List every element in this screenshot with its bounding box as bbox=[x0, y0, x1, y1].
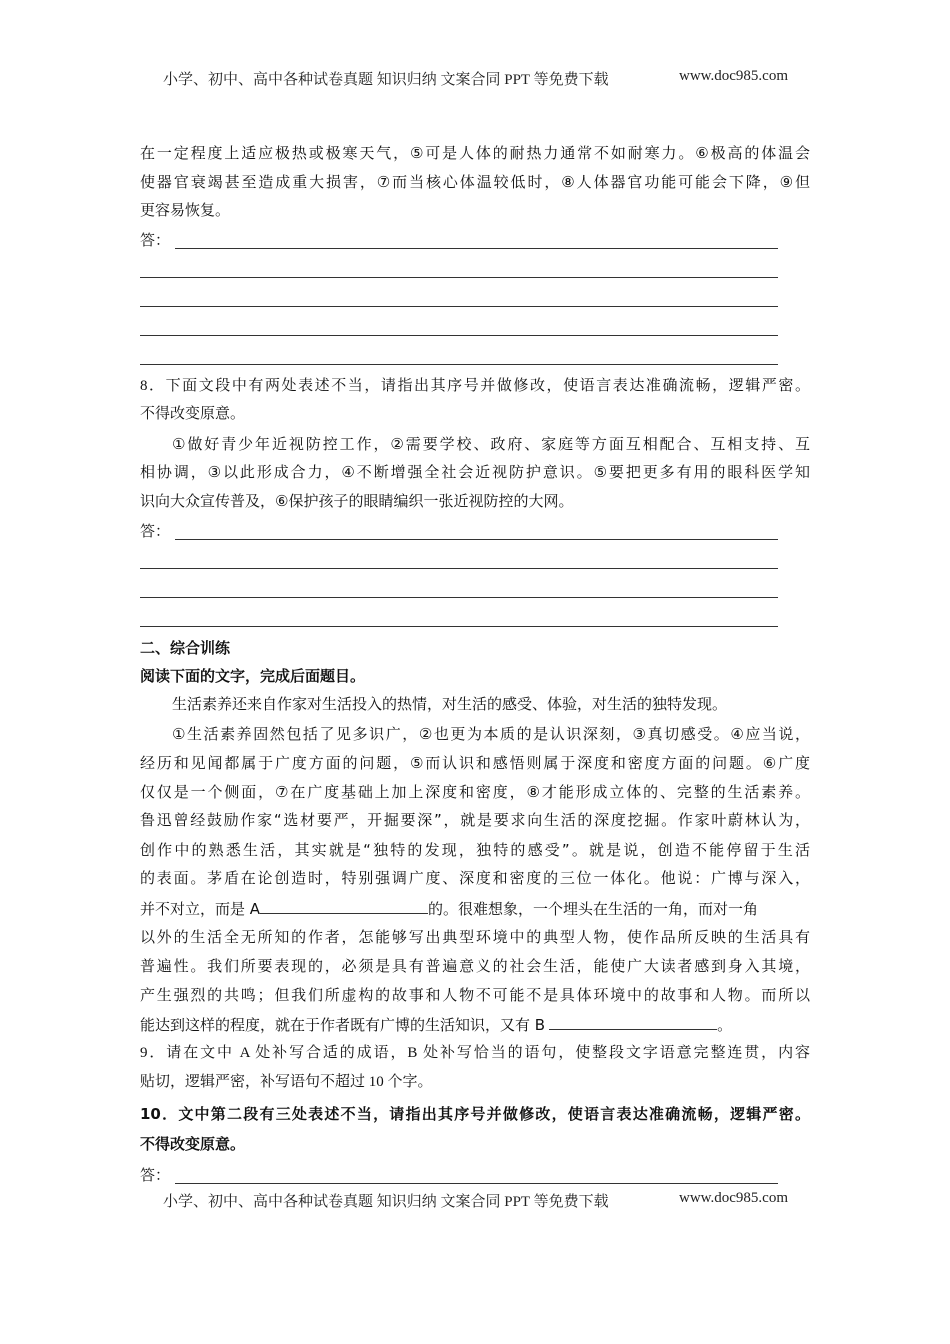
passage-line-blank-b bbox=[140, 1013, 810, 1035]
answer-line[interactable] bbox=[140, 335, 778, 336]
header-text: 小学、初中、高中各种试卷真题 知识归纳 文案合同 PPT 等免费下载 bbox=[163, 72, 609, 88]
answer-line[interactable] bbox=[175, 1183, 778, 1184]
q8-passage-line: 相协调，③以此形成合力，④不断增强全社会近视防护意识。⑤要把更多有用的眼科医学知 bbox=[140, 463, 810, 481]
answer-line[interactable] bbox=[140, 364, 778, 365]
q8-title: 不得改变原意。 bbox=[140, 406, 246, 422]
header-url: www.doc985.com bbox=[678, 68, 788, 84]
passage-line: 经历和见闻都属于广度方面的问题，⑤而认识和感悟则属于深度和密度方面的问题。⑥广度 bbox=[140, 754, 810, 772]
answer-line[interactable] bbox=[175, 248, 778, 249]
passage-line: 仅仅是一个侧面，⑦在广度基础上加上深度和密度，⑧才能形成立体的、完整的生活素养。 bbox=[140, 783, 810, 801]
answer-line[interactable] bbox=[140, 568, 778, 569]
section-instruction: 阅读下面的文字，完成后面题目。 bbox=[140, 667, 366, 685]
q7-line: 更容易恢复。 bbox=[140, 201, 231, 219]
section-title: 二、综合训练 bbox=[140, 639, 231, 657]
q7-line: 在一定程度上适应极热或极寒天气，⑤可是人体的耐热力通常不如耐寒力。⑥极高的体温会 bbox=[140, 144, 810, 162]
blank-a[interactable] bbox=[260, 897, 428, 914]
page-footer bbox=[163, 1190, 788, 1211]
answer-line[interactable] bbox=[140, 597, 778, 598]
answer-line[interactable] bbox=[175, 539, 778, 540]
passage-text: 。 bbox=[717, 1016, 733, 1034]
passage-line: 以外的生活全无所知的作者，怎能够写出典型环境中的典型人物，使作品所反映的生活具有 bbox=[140, 928, 810, 946]
passage-line: 鲁迅曾经鼓励作家“选材要严，开掘要深”，就是要求向生活的深度挖掘。作家叶蔚林认为， bbox=[140, 811, 810, 829]
footer-text: 小学、初中、高中各种试卷真题 知识归纳 文案合同 PPT 等免费下载 bbox=[163, 1194, 609, 1210]
q9-title: 贴切，逻辑严密，补写语句不超过 10 个字。 bbox=[140, 1074, 433, 1090]
q8-passage-line: ①做好青少年近视防控工作，②需要学校、政府、家庭等方面互相配合、互相支持、互 bbox=[172, 435, 810, 453]
answer-line[interactable] bbox=[140, 626, 778, 627]
footer-url: www.doc985.com bbox=[678, 1190, 788, 1206]
blank-b[interactable] bbox=[549, 1013, 717, 1030]
passage-text: 能达到这样的程度，就在于作者既有广博的生活知识，又有 B bbox=[140, 1016, 546, 1034]
answer-label: 答： bbox=[140, 231, 171, 249]
answer-label: 答： bbox=[140, 1166, 171, 1184]
answer-line[interactable] bbox=[140, 277, 778, 278]
answer-line[interactable] bbox=[140, 306, 778, 307]
q10-title: 不得改变原意。 bbox=[140, 1135, 246, 1153]
passage-line: 产生强烈的共鸣；但我们所虚构的故事和人物不可能不是具体环境中的故事和人物。而所以 bbox=[140, 986, 810, 1004]
passage-text: 的。很难想象，一个埋头在生活的一角，而对一角 bbox=[428, 900, 759, 918]
q8-passage-line: 识向大众宣传普及，⑥保护孩子的眼睛编织一张近视防控的大网。 bbox=[140, 492, 574, 510]
q10-title: 10．文中第二段有三处表述不当，请指出其序号并做修改，使语言表达准确流畅，逻辑严密。 bbox=[140, 1105, 810, 1123]
q8-title: 8．下面文段中有两处表述不当，请指出其序号并做修改，使语言表达准确流畅，逻辑严密。 bbox=[140, 378, 810, 394]
passage-line: 创作中的熟悉生活，其实就是“独特的发现，独特的感受”。就是说，创造不能停留于生活 bbox=[140, 841, 810, 859]
answer-label: 答： bbox=[140, 522, 171, 540]
passage-line: ①生活素养固然包括了见多识广，②也更为本质的是认识深刻，③真切感受。④应当说， bbox=[172, 725, 810, 743]
q7-line: 使器官衰竭甚至造成重大损害，⑦而当核心体温较低时，⑧人体器官功能可能会下降，⑨但 bbox=[140, 173, 810, 191]
page-header bbox=[163, 68, 788, 89]
q9-title: 9．请在文中 A 处补写合适的成语，B 处补写恰当的语句，使整段文字语意完整连贯，内容 bbox=[140, 1045, 810, 1061]
passage-line: 的表面。茅盾在论创造时，特别强调广度、深度和密度的三位一体化。他说：广博与深入， bbox=[140, 869, 810, 887]
passage-line-blank-a bbox=[140, 897, 810, 919]
passage-text: 并不对立，而是 A bbox=[140, 900, 261, 918]
passage-intro: 生活素养还来自作家对生活投入的热情，对生活的感受、体验，对生活的独特发现。 bbox=[172, 695, 728, 713]
passage-line: 普遍性。我们所要表现的，必须是具有普遍意义的社会生活，能使广大读者感到身入其境， bbox=[140, 957, 810, 975]
